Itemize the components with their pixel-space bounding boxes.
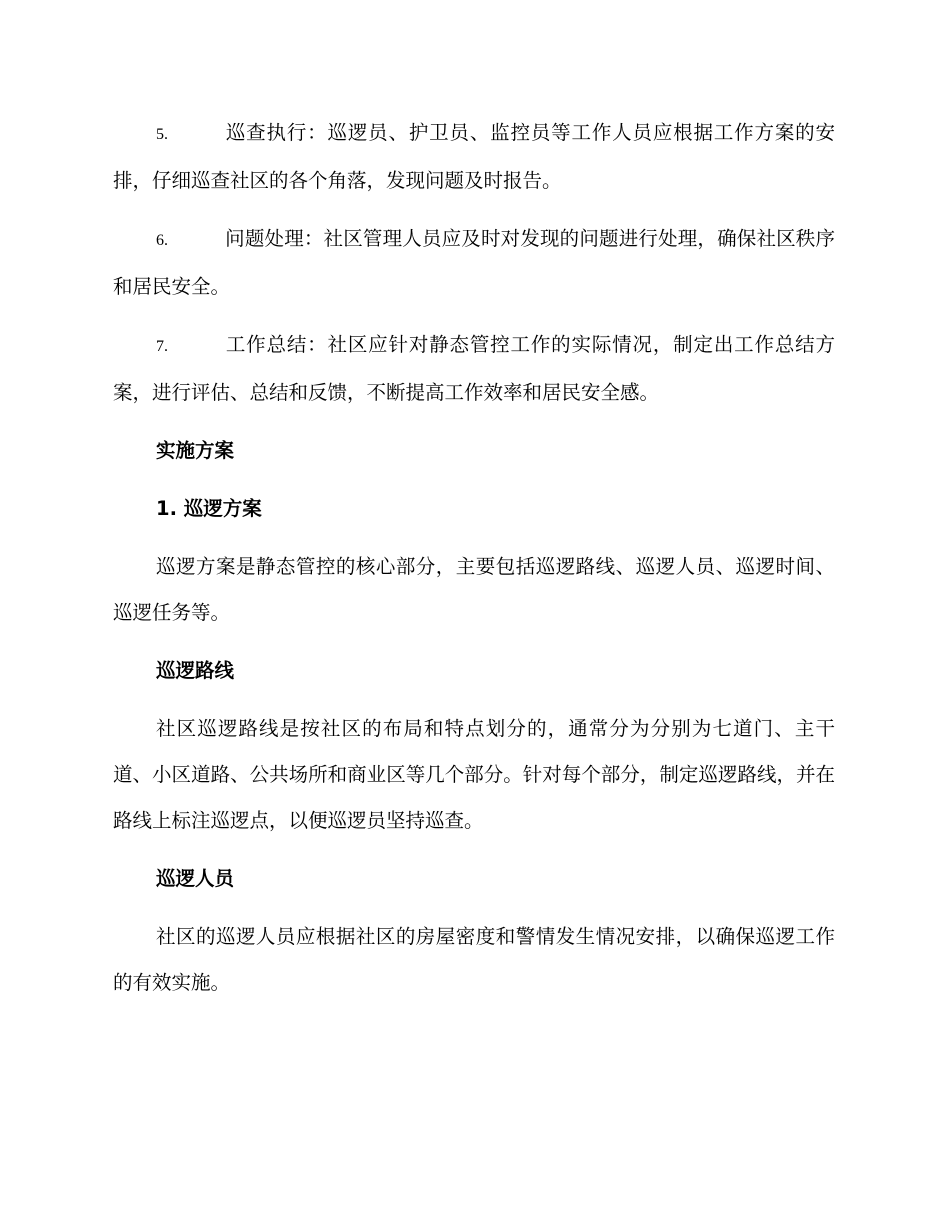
paragraph-patrol-staff: 社区的巡逻人员应根据社区的房屋密度和警情发生情况安排，以确保巡逻工作的有效实施。 bbox=[113, 925, 835, 994]
list-number: 5. bbox=[156, 126, 168, 143]
list-item bbox=[113, 216, 835, 310]
list-item bbox=[113, 110, 835, 204]
subheading-patrol-plan: 1. 巡逻方案 bbox=[156, 497, 262, 520]
document-page bbox=[113, 110, 835, 1018]
subheading-patrol-staff: 巡逻人员 bbox=[156, 867, 235, 890]
list-number: 7. bbox=[156, 338, 168, 355]
section-heading: 实施方案 bbox=[156, 439, 235, 462]
list-item-text: 工作总结：社区应针对静态管控工作的实际情况，制定出工作总结方案，进行评估、总结和反馈，不断提高工作效率和居民安全感。 bbox=[113, 333, 835, 404]
subheading-patrol-route: 巡逻路线 bbox=[156, 659, 235, 682]
list-item-text: 巡查执行：巡逻员、护卫员、监控员等工作人员应根据工作方案的安排，仔细巡查社区的各个角落，发现问题及时报告。 bbox=[113, 121, 835, 192]
paragraph-patrol-route: 社区巡逻路线是按社区的布局和特点划分的，通常分为分别为七道门、主干道、小区道路、公共场所和商业区等几个部分。针对每个部分，制定巡逻路线，并在路线上标注巡逻点，以便巡逻员坚持巡查。 bbox=[113, 717, 835, 832]
list-item-text: 问题处理：社区管理人员应及时对发现的问题进行处理，确保社区秩序和居民安全。 bbox=[113, 227, 835, 298]
list-number: 6. bbox=[156, 232, 168, 249]
paragraph-patrol-plan: 巡逻方案是静态管控的核心部分，主要包括巡逻路线、巡逻人员、巡逻时间、巡逻任务等。 bbox=[113, 555, 835, 624]
list-item bbox=[113, 322, 835, 416]
